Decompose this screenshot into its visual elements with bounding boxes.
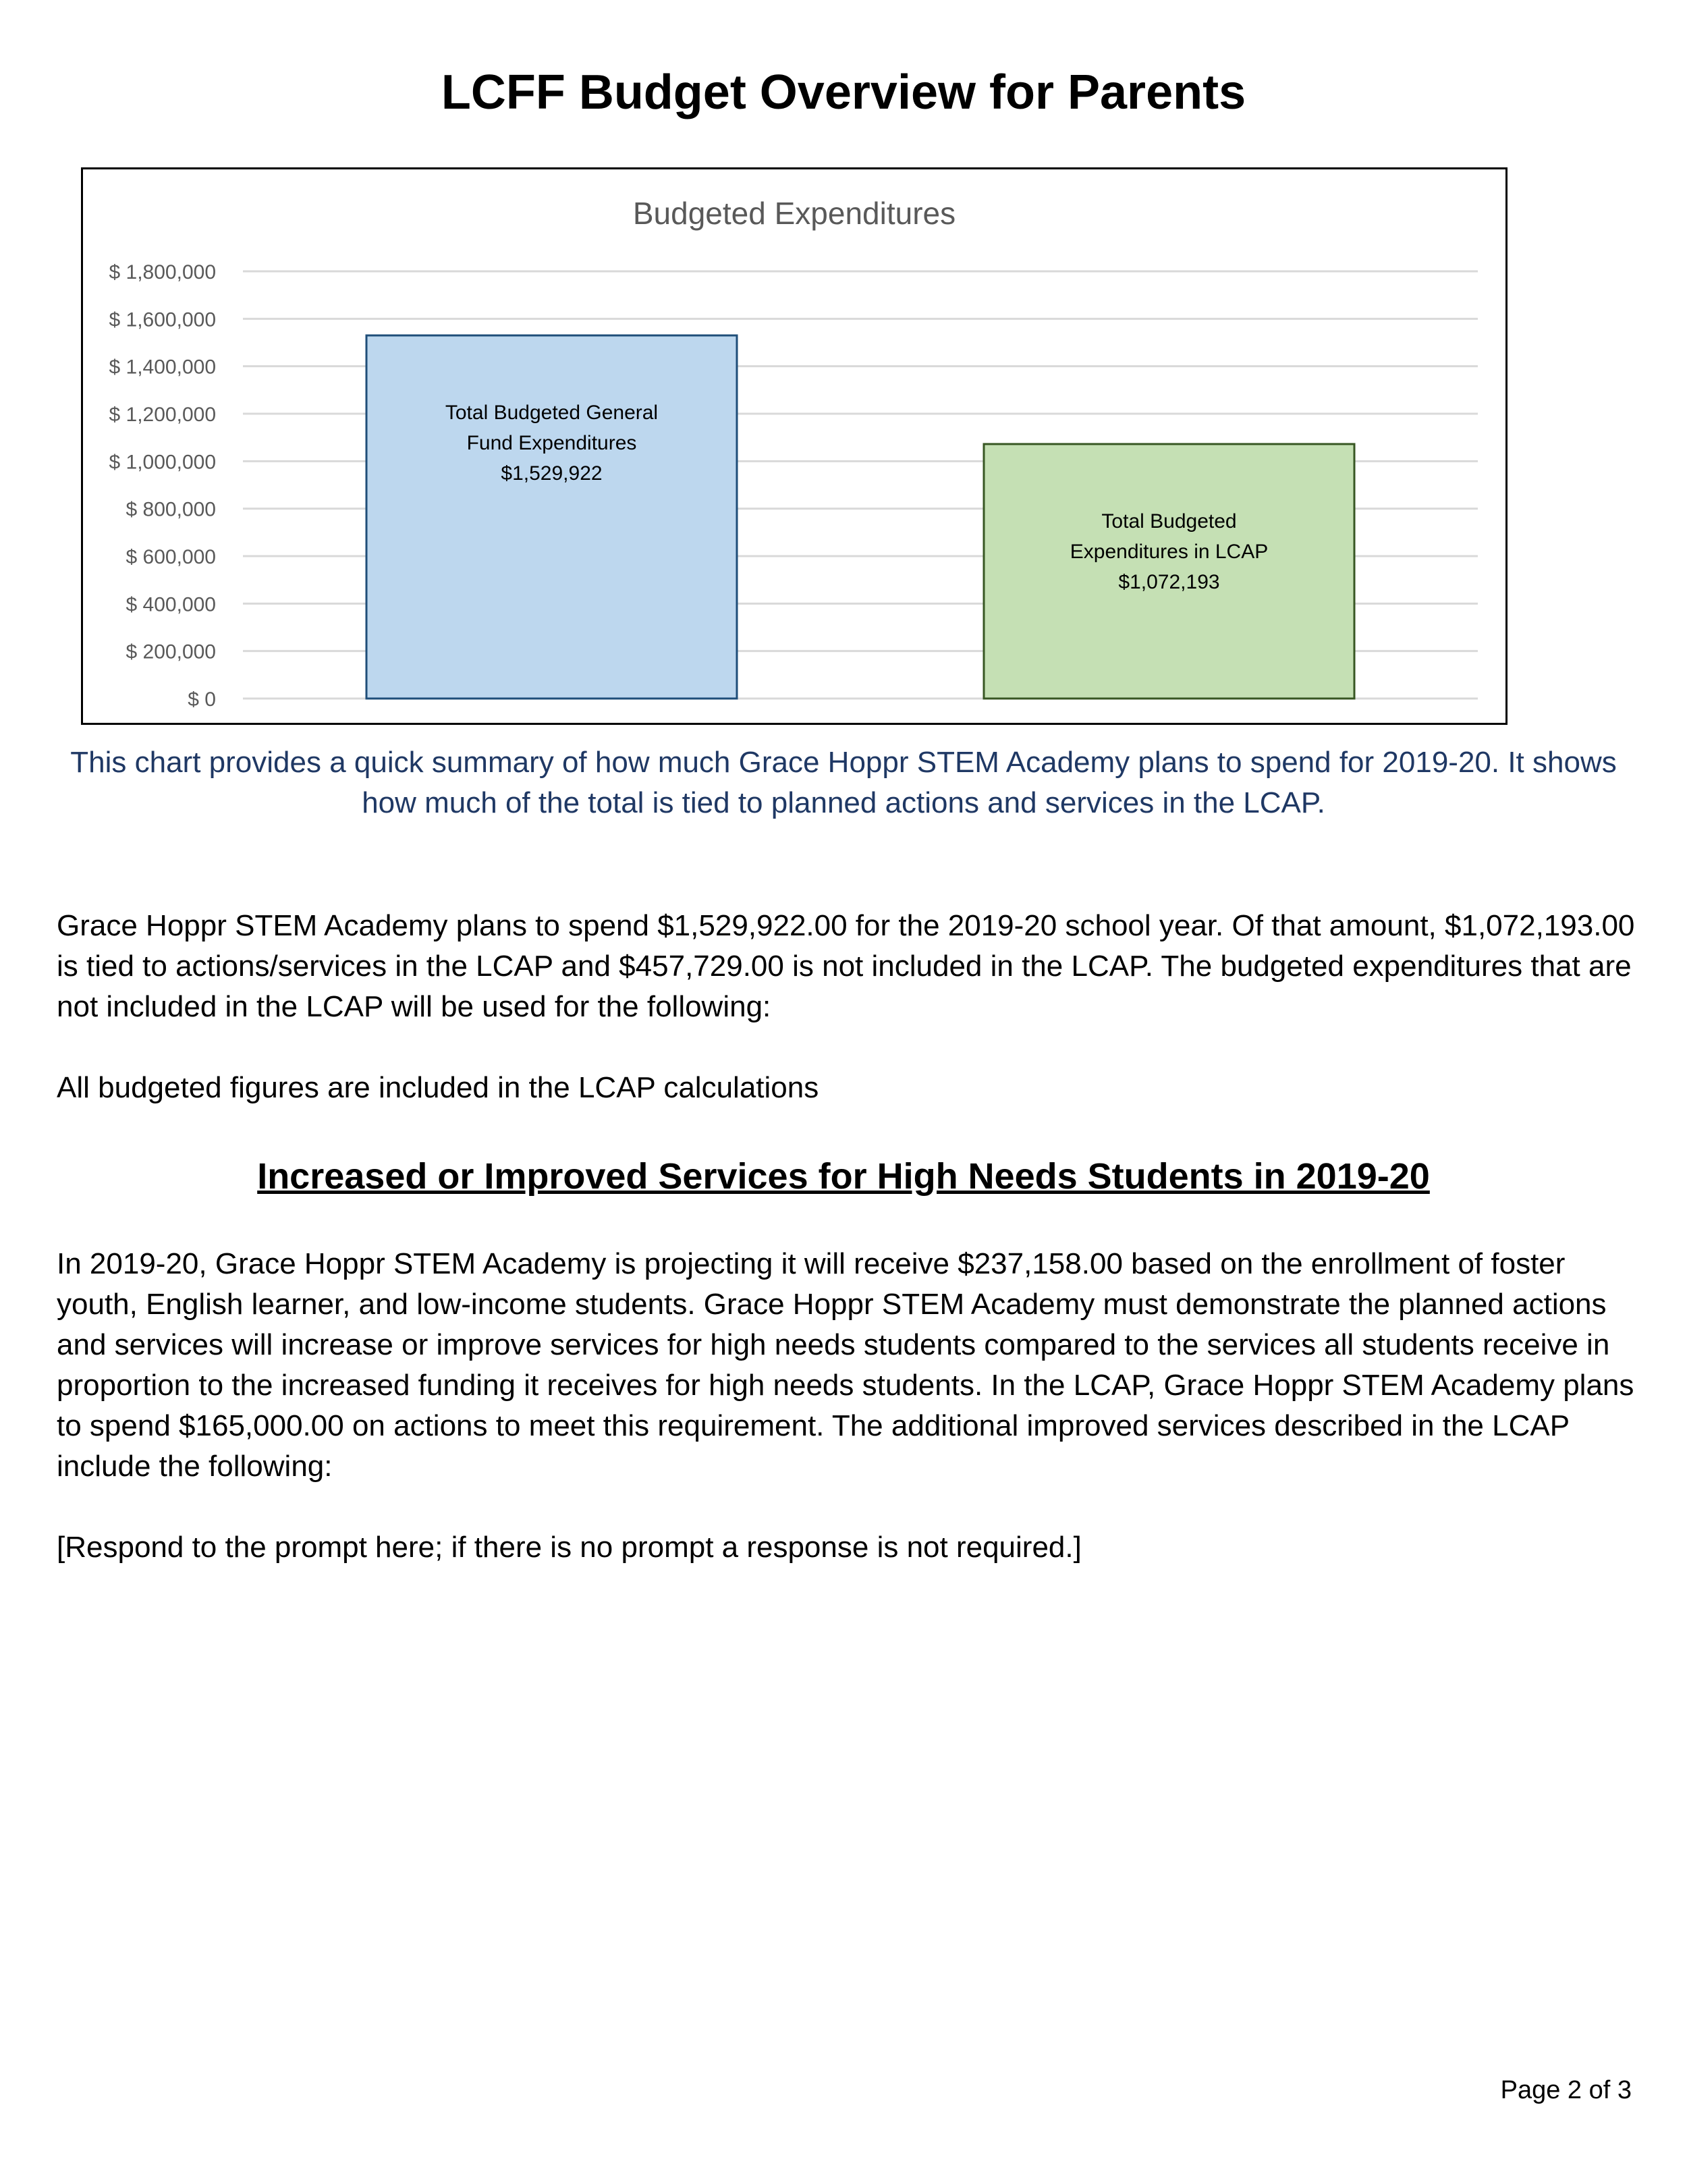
budget-chart [81, 167, 1508, 725]
y-tick-label: $ 200,000 [126, 640, 216, 663]
response-prompt-paragraph: [Respond to the prompt here; if there is no prompt a response is not required.] [57, 1531, 1082, 1564]
bar [366, 335, 737, 699]
y-tick-label: $ 1,800,000 [109, 261, 216, 283]
chart-canvas [81, 167, 1508, 725]
y-tick-label: $ 0 [188, 688, 216, 711]
y-tick-label: $ 800,000 [126, 498, 216, 521]
spending-summary-paragraph: Grace Hoppr STEM Academy plans to spend $1,529,922.00 for the 2019-20 school year. Of that amount, $1,072,193.00 is tied to actions/services in the LCAP and $457,729.00 is not included in the LCAP. The budgeted expenditures that are not included in the LCAP will be used for the following: [57, 909, 1635, 1023]
bar-data-label: $1,072,193 [1118, 570, 1220, 593]
chart-caption: This chart provides a quick summary of how much Grace Hoppr STEM Academy plans to spend for 2019-20. It shows how much of the total is tied to planned actions and services in the LCAP. [70, 746, 1617, 819]
bar-data-label: $1,529,922 [501, 462, 603, 485]
bar-data-label: Total Budgeted General [445, 401, 659, 424]
high-needs-services-paragraph: In 2019-20, Grace Hoppr STEM Academy is projecting it will receive $237,158.00 based on the enrollment of foster youth, English learner, and low-income students. Grace Hoppr STEM Academy must demonstrate the planned actions and services will increase or improve services for high needs students compared to the services all students receive in proportion to the increased funding it receives for high needs students. In the LCAP, Grace Hoppr STEM Academy plans to spend $165,000.00 on actions to meet this requirement. The additional improved services described in the LCAP include the following: [57, 1247, 1634, 1483]
y-tick-label: $ 400,000 [126, 593, 216, 616]
section-heading: Increased or Improved Services for High Needs Students in 2019-20 [257, 1156, 1430, 1197]
y-tick-label: $ 600,000 [126, 546, 216, 568]
page-number: Page 2 of 3 [1500, 2076, 1632, 2104]
bar-data-label: Total Budgeted [1101, 510, 1237, 533]
page-title: LCFF Budget Overview for Parents [441, 65, 1246, 119]
non-lcap-expenditures-paragraph: All budgeted figures are included in the LCAP calculations [57, 1071, 819, 1104]
bar-data-label: Fund Expenditures [466, 431, 637, 454]
y-tick-label: $ 1,400,000 [109, 356, 216, 379]
chart-title: Budgeted Expenditures [632, 196, 956, 231]
y-axis-tick-labels [109, 261, 216, 711]
bar-data-label: Expenditures in LCAP [1070, 540, 1269, 563]
y-tick-label: $ 1,600,000 [109, 308, 216, 331]
y-tick-label: $ 1,200,000 [109, 404, 216, 426]
y-tick-label: $ 1,000,000 [109, 451, 216, 474]
